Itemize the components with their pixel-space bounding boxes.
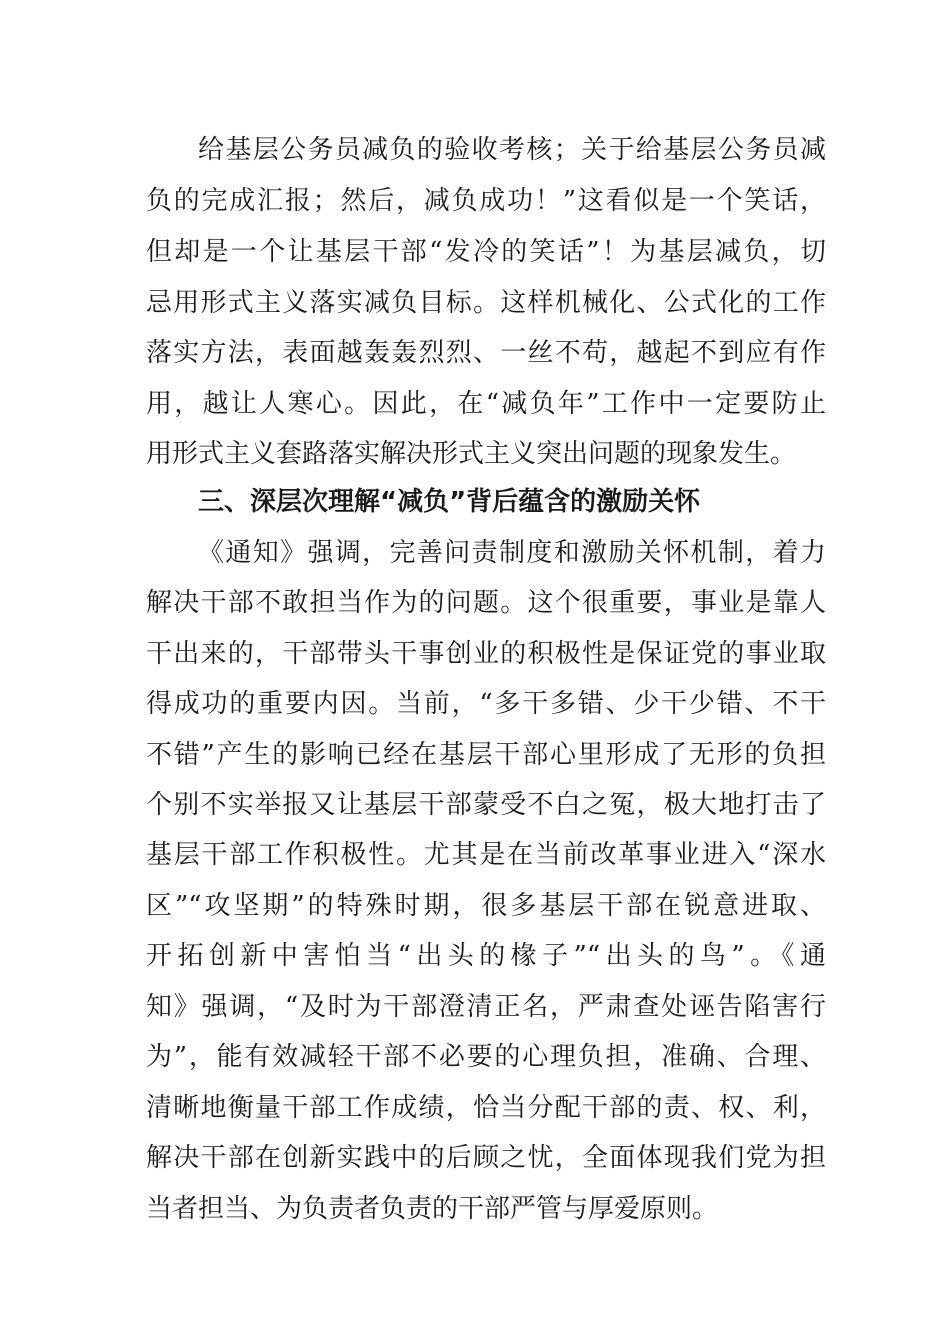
paragraph-2-line-10: 知》强调，“及时为干部澄清正名，严肃查处诬告陷害行 xyxy=(146,992,826,1022)
paragraph-2-line-11: 为”，能有效减轻干部不必要的心理负担，准确、合理、 xyxy=(146,1042,826,1072)
paragraph-2-line-9: 开拓创新中害怕当“出头的椽子”“出头的鸟”。《通 xyxy=(146,941,826,971)
paragraph-2-line-3: 干出来的，干部带头干事创业的积极性是保证党的事业取 xyxy=(146,639,826,669)
paragraph-1-line-3: 但却是一个让基层干部“发冷的笑话”！为基层减负，切 xyxy=(146,237,826,267)
paragraph-1-line-7: 用形式主义套路落实解决形式主义突出问题的现象发生。 xyxy=(146,439,797,469)
paragraph-2-line-7: 基层干部工作积极性。尤其是在当前改革事业进入“深水 xyxy=(146,840,826,870)
paragraph-2-line-2: 解决干部不敢担当作为的问题。这个很重要，事业是靠人 xyxy=(146,588,826,618)
paragraph-2-line-5: 不错”产生的影响已经在基层干部心里形成了无形的负担 xyxy=(146,740,826,770)
paragraph-2-line-13: 解决干部在创新实践中的后顾之忧，全面体现我们党为担 xyxy=(146,1143,826,1173)
paragraph-2-line-12: 清晰地衡量干部工作成绩，恰当分配干部的责、权、利， xyxy=(146,1093,826,1123)
paragraph-2-line-8: 区”“攻坚期”的特殊时期，很多基层干部在锐意进取、 xyxy=(146,891,826,921)
paragraph-2-line-1: 《通知》强调，完善问责制度和激励关怀机制，着力 xyxy=(198,538,826,568)
paragraph-1-line-4: 忌用形式主义落实减负目标。这样机械化、公式化的工作 xyxy=(146,288,826,318)
paragraph-1-line-2: 负的完成汇报；然后，减负成功！”这看似是一个笑话， xyxy=(146,186,826,216)
paragraph-2-line-6: 个别不实举报又让基层干部蒙受不白之冤，极大地打击了 xyxy=(146,790,826,820)
paragraph-2-line-4: 得成功的重要内因。当前，“多干多错、少干少错、不干 xyxy=(146,689,826,719)
paragraph-1-line-5: 落实方法，表面越轰轰烈烈、一丝不苟，越起不到应有作 xyxy=(146,338,826,368)
paragraph-1-line-6: 用，越让人寒心。因此，在“减负年”工作中一定要防止 xyxy=(146,389,826,419)
paragraph-2-line-14: 当者担当、为负责者负责的干部严管与厚爱原则。 xyxy=(146,1194,719,1224)
section-heading: 三、深层次理解“减负”背后蕴含的激励关怀 xyxy=(198,487,701,517)
paragraph-1-line-1: 给基层公务员减负的验收考核；关于给基层公务员减 xyxy=(198,135,826,165)
